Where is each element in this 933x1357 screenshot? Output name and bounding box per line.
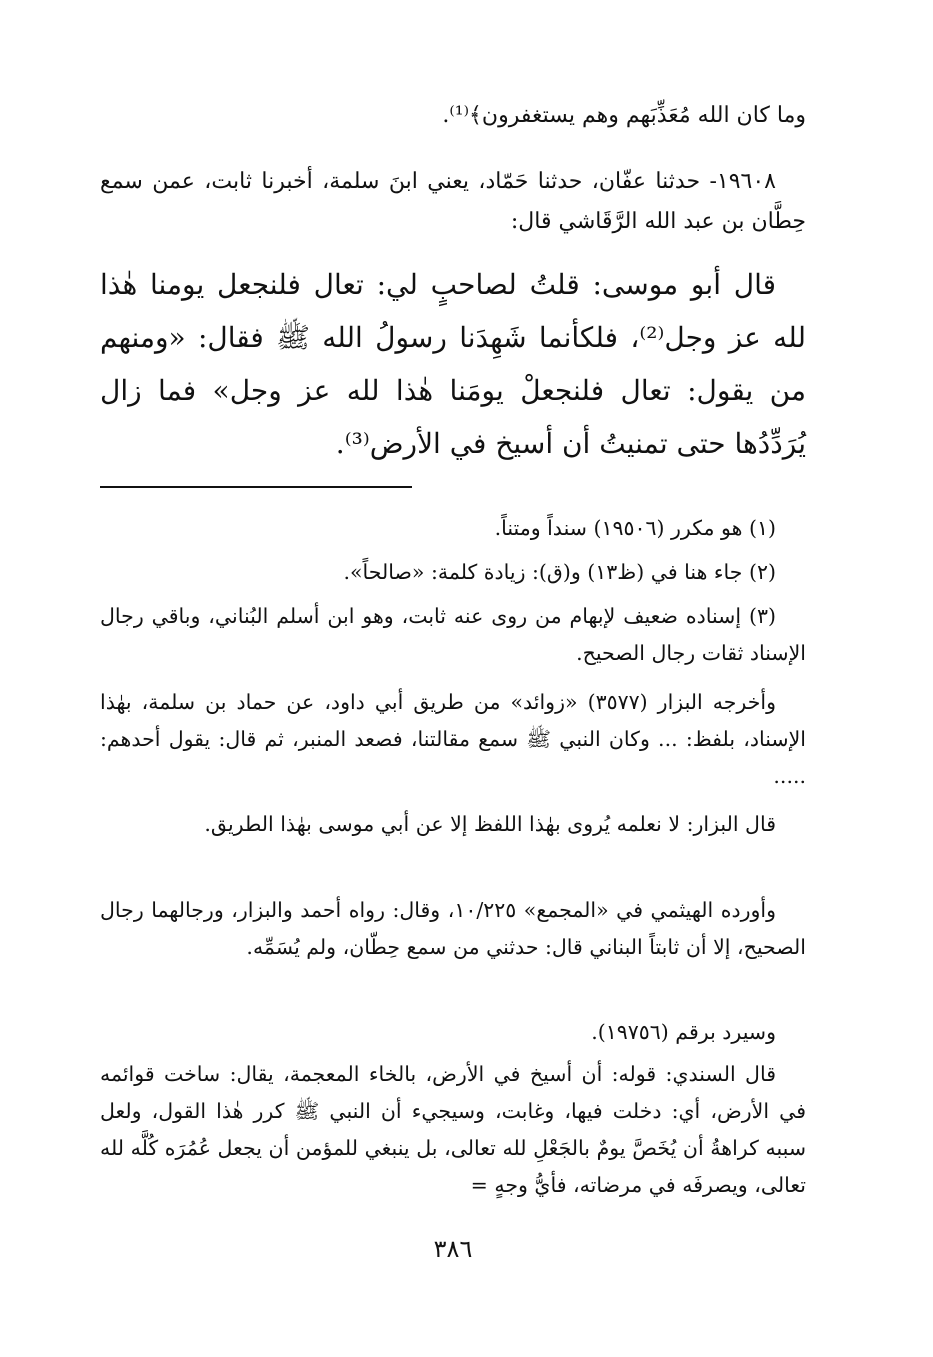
footnote-3: (٣) إسناده ضعيف لإبهام من روى عنه ثابت، وهو ابن أسلم البُناني، وباقي رجال الإسناد ثقات رجال الصحيح. (100, 604, 806, 665)
footnote-paragraph-sindi: قال السندي: قوله: أن أسيخ في الأرض، بالخاء المعجمة، يقال: ساخت قوائمه في الأرض، أي: دخلت فيها، وغابت، وسيجيء أن النبي ﷺ كرر هٰذا القول، ولعل سببه كراهةُ أن يُخَصَّ يومٌ بالجَعْلِ لله تعالى، بل ينبغي للمؤمن أن يجعل عُمُرَه كُلَّه لله تعالى، ويصرفَه في مرضاته، فأيُّ وجهٍ = (100, 1062, 806, 1197)
footnote-separator (100, 486, 412, 488)
footnote-paragraph-haythami: وأورده الهيثمي في «المجمع» ١٠/٢٢٥، وقال: رواه أحمد والبزار، ورجالهما رجال الصحيح، إلا أن ثابتاً البناني قال: حدثني من سمع حِطّان، ولم يُسَمِّه. (100, 898, 806, 959)
footnote-1: (١) هو مكرر (١٩٥٠٦) سنداً ومتناً. (494, 516, 776, 540)
hadith-matn: قال أبو موسى: قلتُ لصاحبٍ لي: تعال فلنجعل يومنا هٰذا لله عز وجل⁽²⁾، فلكأنما شَهِدَنا رسولُ الله ﷺ فقال: «ومنهم من يقول: تعال فلنجعلْ يومَنا هٰذا لله عز وجل» فما زال يُرَدِّدُها حتى تمنيتُ أن أسيخ في الأرض⁽³⁾. (100, 268, 806, 460)
footnote-paragraph-cross-reference: وسيرد برقم (١٩٧٥٦). (591, 1020, 776, 1044)
document-page (100, 0, 806, 1357)
quran-verse-ending: وما كان الله مُعَذِّبَهم وهم يستغفرون﴾⁽¹⁾. (442, 103, 806, 128)
page-number: ٣٨٦ (433, 1235, 473, 1263)
footnote-2: (٢) جاء هنا في (ظ١٣) و(ق): زيادة كلمة: «صالحاً». (343, 560, 776, 584)
footnote-paragraph-bazzar: وأخرجه البزار (٣٥٧٧) «زوائد» من طريق أبي داود، عن حماد بن سلمة، بهٰذا الإسناد، بلفظ: ... وكان النبي ﷺ سمع مقالتنا، فصعد المنبر، ثم قال: يقول أحدهم: ..... (100, 690, 806, 788)
footnote-paragraph-bazzar-comment: قال البزار: لا نعلمه يُروى بهٰذا اللفظ إلا عن أبي موسى بهٰذا الطريق. (204, 812, 776, 836)
hadith-isnad: ١٩٦٠٨- حدثنا عفّان، حدثنا حَمّاد، يعني ابنَ سلمة، أخبرنا ثابت، عمن سمع حِطَّان بن عبد الله الرَّقَاشي قال: (100, 169, 806, 234)
